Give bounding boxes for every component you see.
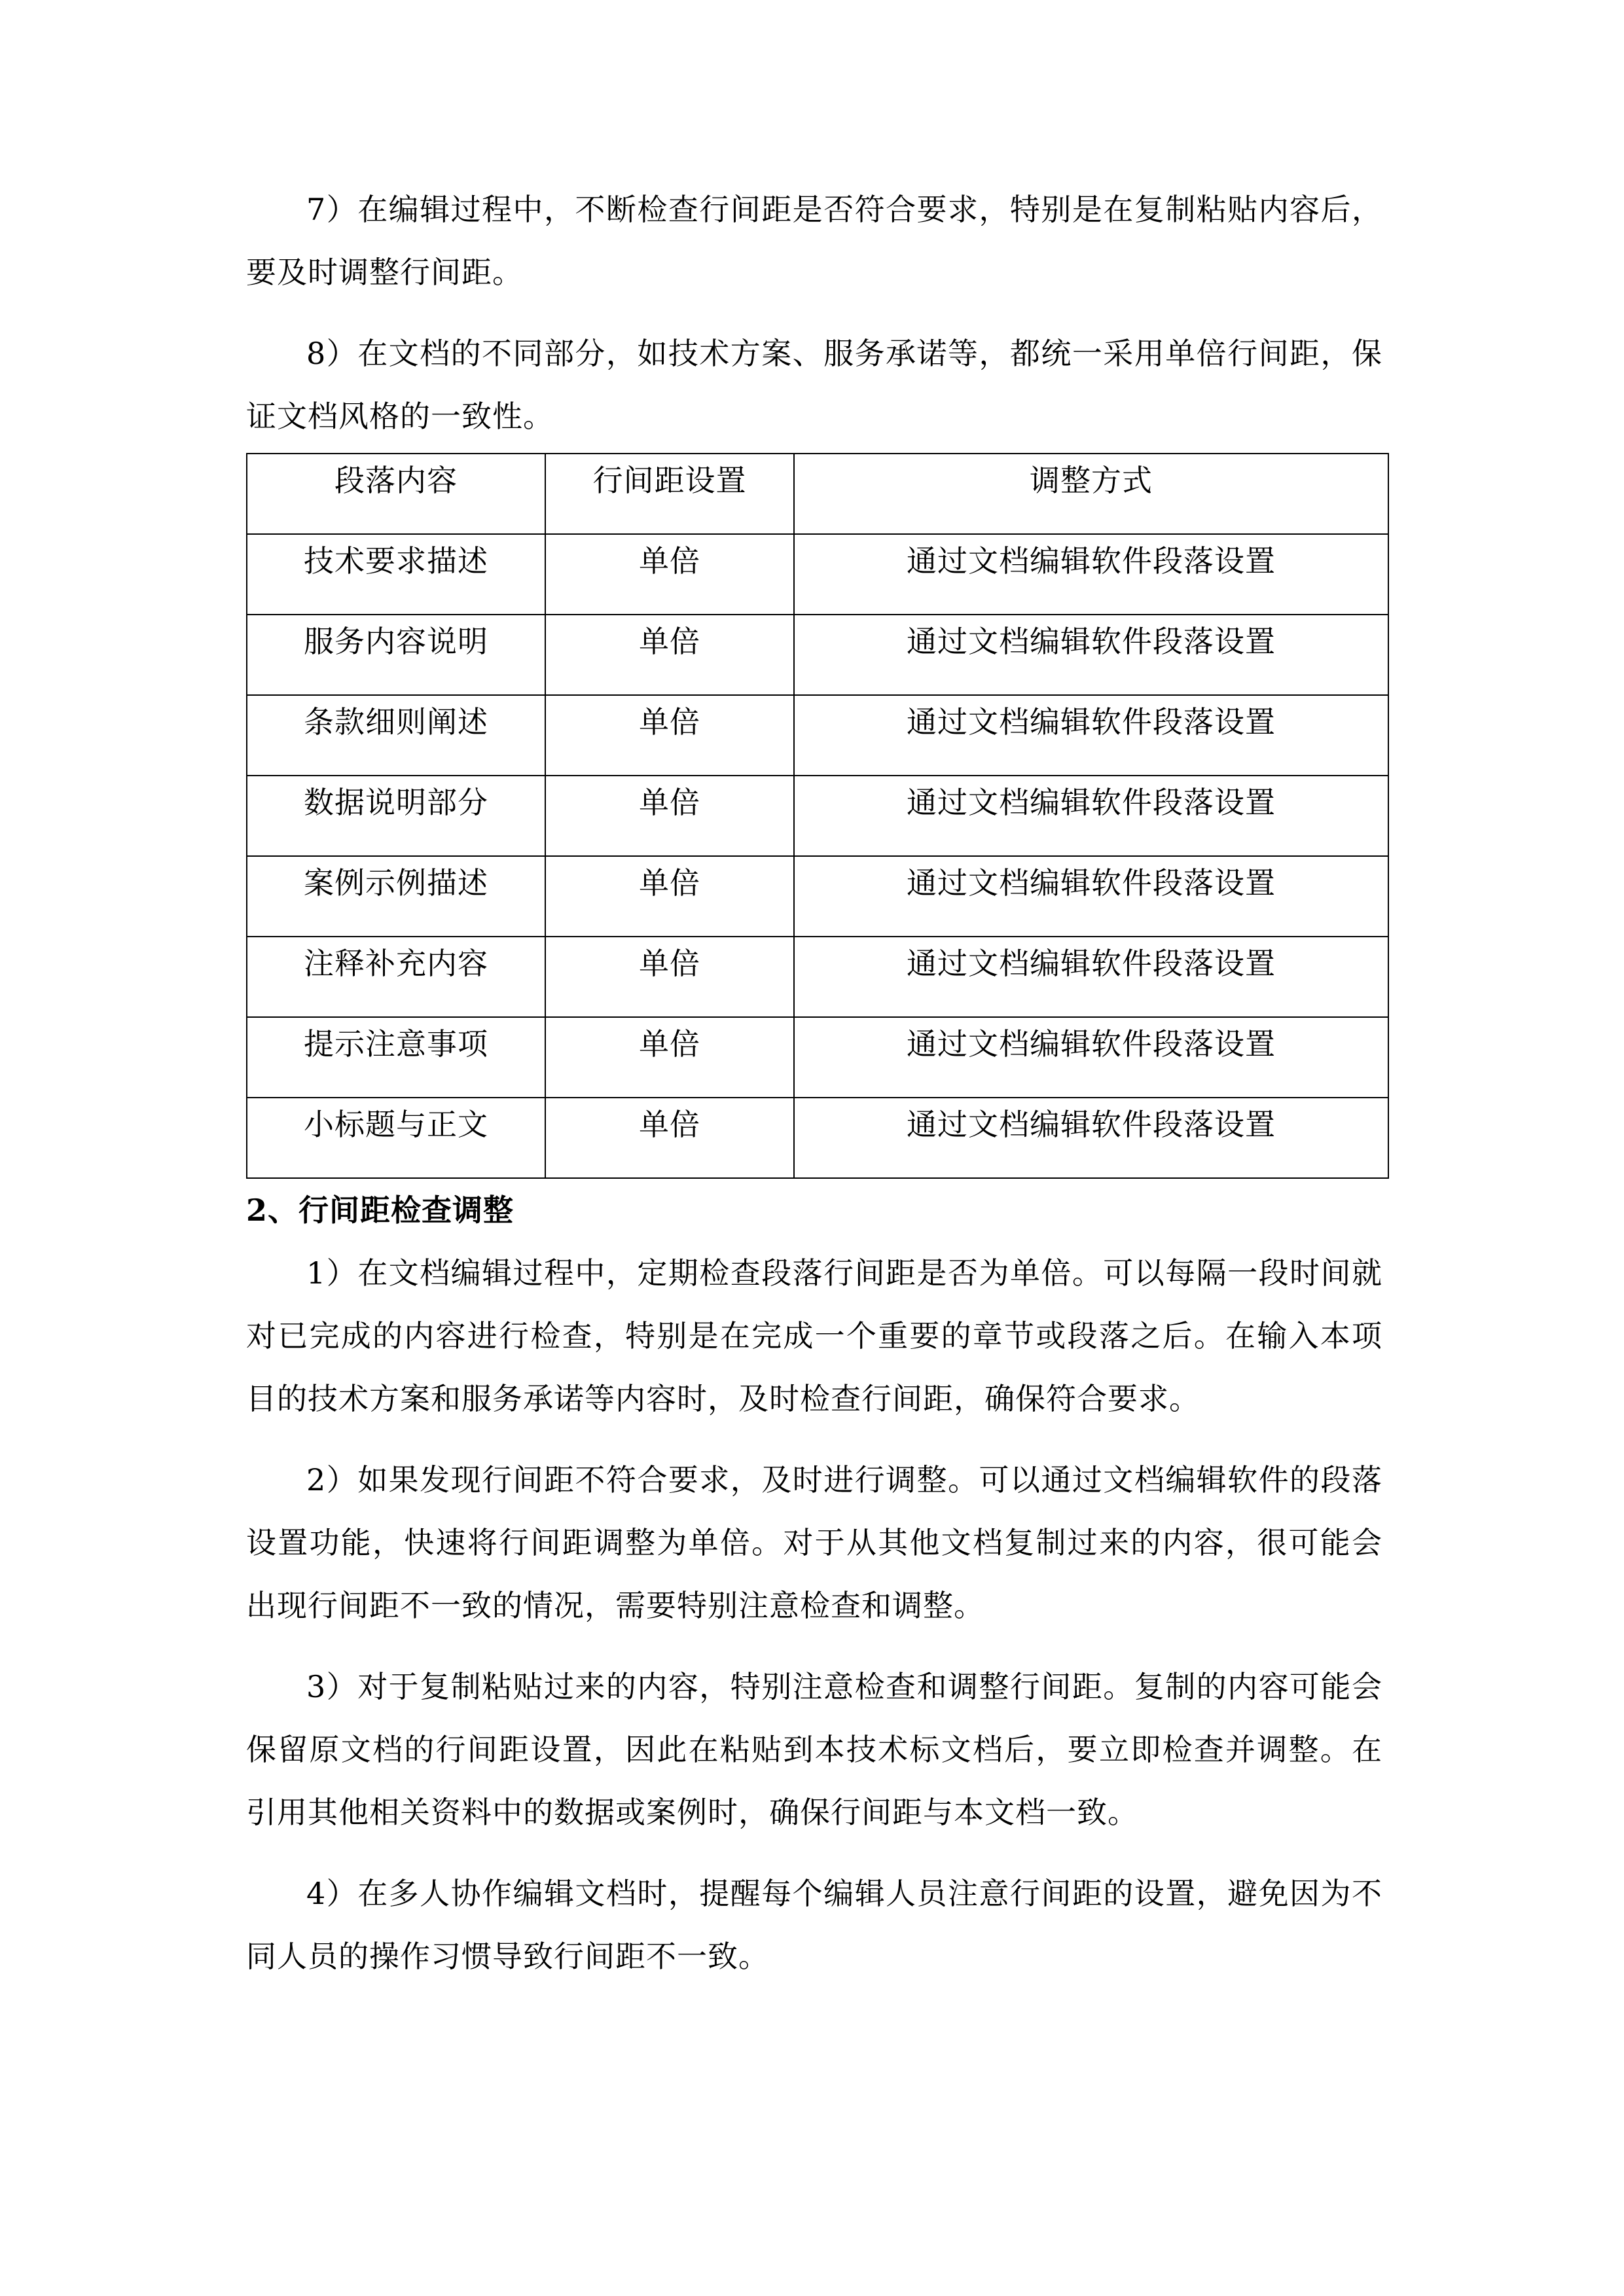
table-row	[247, 856, 1388, 937]
table-cell: 服务内容说明	[247, 615, 545, 695]
table-header-row	[247, 454, 1388, 534]
table-cell: 单倍	[545, 615, 794, 695]
paragraph-1: 1）在文档编辑过程中，定期检查段落行间距是否为单倍。可以每隔一段时间就对已完成的内容进行检查，特别是在完成一个重要的章节或段落之后。在输入本项目的技术方案和服务承诺等内容时，及时检查行间距，确保符合要求。	[246, 1255, 1382, 1416]
table-cell: 数据说明部分	[247, 776, 545, 856]
paragraph-4: 4）在多人协作编辑文档时，提醒每个编辑人员注意行间距的设置，避免因为不同人员的操作习惯导致行间距不一致。	[246, 1876, 1382, 1974]
table-row	[247, 776, 1388, 856]
paragraph-3: 3）对于复制粘贴过来的内容，特别注意检查和调整行间距。复制的内容可能会保留原文档的行间距设置，因此在粘贴到本技术标文档后，要立即检查并调整。在引用其他相关资料中的数据或案例时，确保行间距与本文档一致。	[246, 1669, 1382, 1830]
table-row	[247, 615, 1388, 695]
table-row	[247, 1017, 1388, 1098]
table-cell: 单倍	[545, 937, 794, 1017]
table-cell: 单倍	[545, 1098, 794, 1178]
table-cell: 通过文档编辑软件段落设置	[794, 1017, 1388, 1098]
header-line-spacing: 行间距设置	[545, 454, 794, 534]
table-cell: 通过文档编辑软件段落设置	[794, 856, 1388, 937]
table-cell: 单倍	[545, 1017, 794, 1098]
table-row	[247, 1098, 1388, 1178]
paragraph-8: 8）在文档的不同部分，如技术方案、服务承诺等，都统一采用单倍行间距，保证文档风格的一致性。	[246, 336, 1382, 434]
table-cell: 条款细则阐述	[247, 695, 545, 776]
table-cell: 单倍	[545, 695, 794, 776]
table-cell: 通过文档编辑软件段落设置	[794, 615, 1388, 695]
table-row	[247, 534, 1388, 615]
table-cell: 案例示例描述	[247, 856, 545, 937]
section-heading: 2、行间距检查调整	[246, 1193, 514, 1228]
table-cell: 注释补充内容	[247, 937, 545, 1017]
table-cell: 单倍	[545, 776, 794, 856]
table-row	[247, 695, 1388, 776]
table-cell: 通过文档编辑软件段落设置	[794, 776, 1388, 856]
table-cell: 通过文档编辑软件段落设置	[794, 937, 1388, 1017]
paragraph-2: 2）如果发现行间距不符合要求，及时进行调整。可以通过文档编辑软件的段落设置功能，快速将行间距调整为单倍。对于从其他文档复制过来的内容，很可能会出现行间距不一致的情况，需要特别注意检查和调整。	[246, 1462, 1382, 1623]
header-adjust-method: 调整方式	[794, 454, 1388, 534]
table-cell: 通过文档编辑软件段落设置	[794, 695, 1388, 776]
table-cell: 通过文档编辑软件段落设置	[794, 534, 1388, 615]
table-cell: 通过文档编辑软件段落设置	[794, 1098, 1388, 1178]
page-content	[246, 178, 1382, 1988]
table-cell: 技术要求描述	[247, 534, 545, 615]
table-row	[247, 937, 1388, 1017]
table-cell: 单倍	[545, 534, 794, 615]
line-spacing-table	[246, 453, 1389, 1179]
table-cell: 提示注意事项	[247, 1017, 545, 1098]
table-cell: 小标题与正文	[247, 1098, 545, 1178]
table-cell: 单倍	[545, 856, 794, 937]
header-paragraph-content: 段落内容	[247, 454, 545, 534]
paragraph-7: 7）在编辑过程中，不断检查行间距是否符合要求，特别是在复制粘贴内容后，要及时调整行间距。	[246, 192, 1382, 290]
